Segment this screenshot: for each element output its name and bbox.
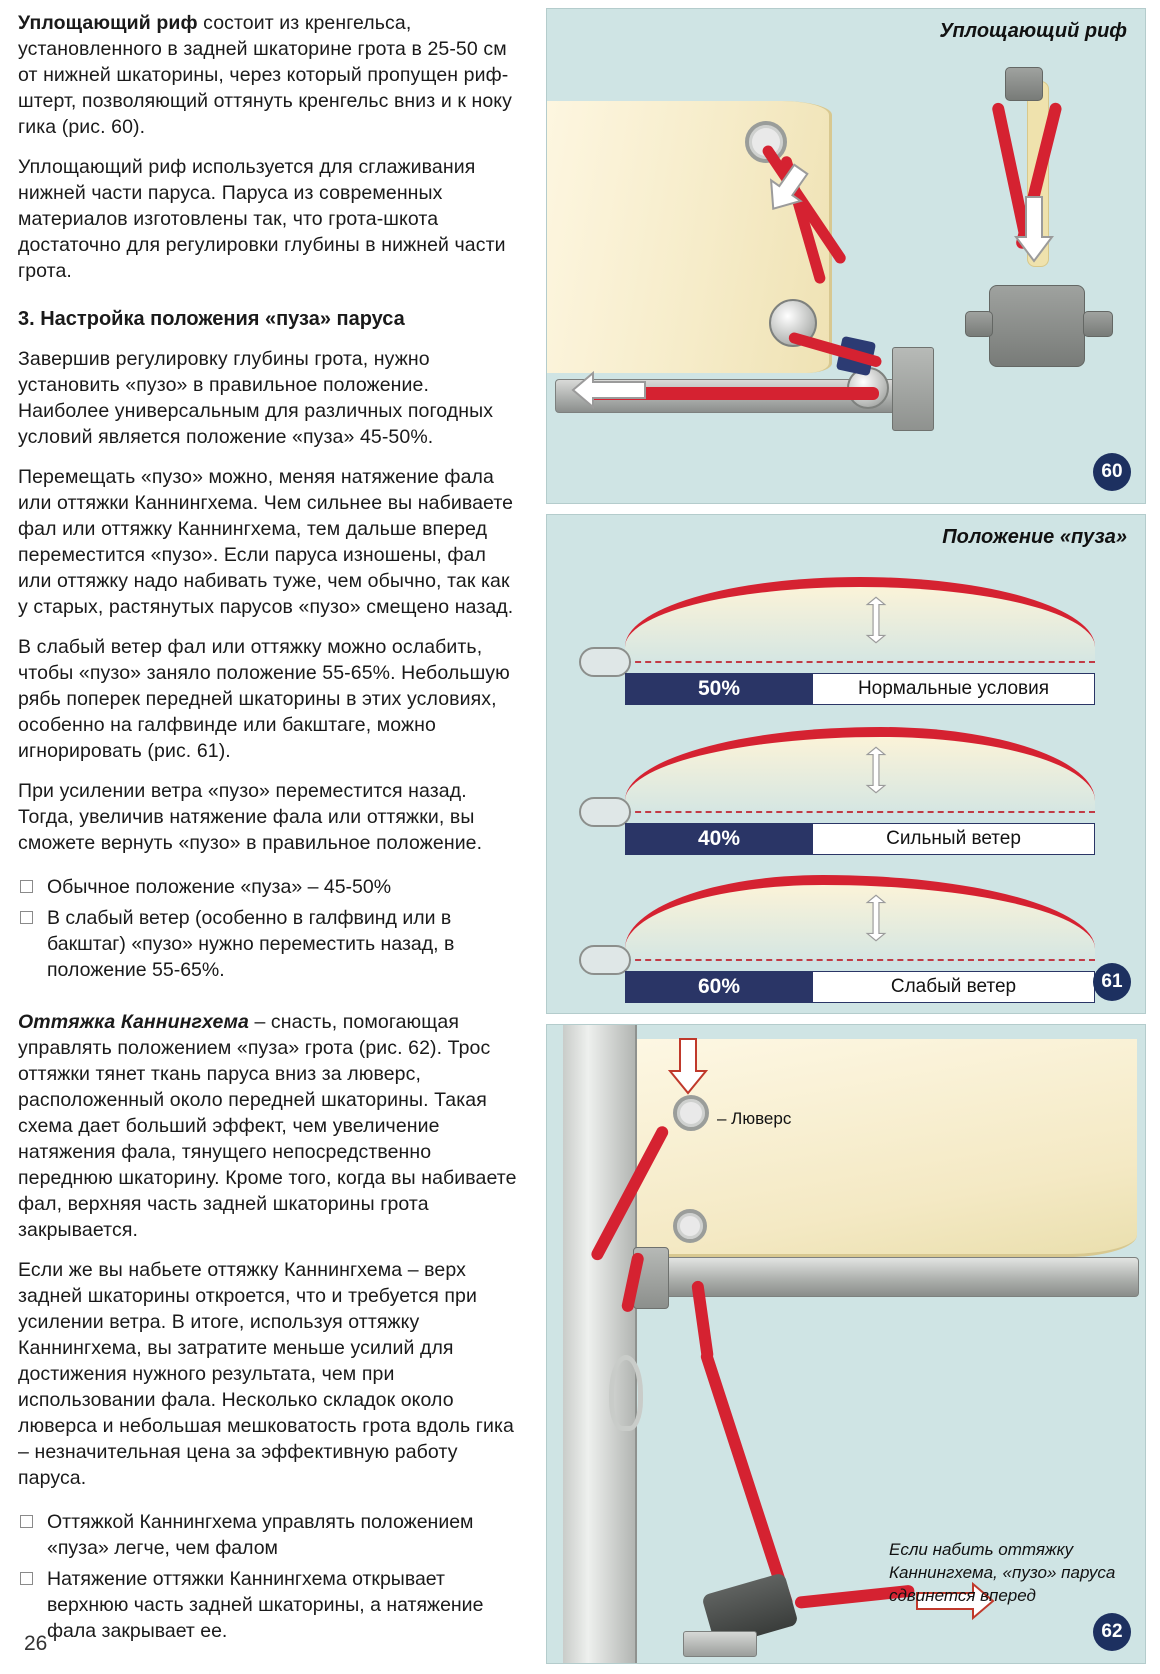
figure-60-title: Уплощающий риф <box>939 20 1127 42</box>
draft-percent-1: 50% <box>625 673 813 705</box>
checkbox-icon <box>20 1572 33 1585</box>
cunningham-grommet-icon <box>673 1095 709 1131</box>
paragraph-5: В слабый ветер фал или оттяжку можно ослабить, чтобы «пузо» заняло положение 55-65%. Небольшую рябь поперек передней шкаторины в этих условиях, особенно на галфвинде или бакштаге, можно игнорировать (рис. 61). <box>18 636 510 762</box>
figure-61-number: 61 <box>1093 963 1131 1001</box>
figure-62-number: 62 <box>1093 1613 1131 1651</box>
list-item <box>18 905 518 983</box>
figure-60 <box>546 8 1146 504</box>
sail-profile-curve <box>625 875 1095 959</box>
top-fitting <box>1005 67 1043 101</box>
draft-position-arrow-icon <box>865 891 887 945</box>
deck-fitting-icon <box>683 1631 757 1657</box>
mast-section-icon <box>579 647 631 677</box>
bullet-list-2 <box>18 1509 518 1644</box>
spacer <box>18 993 518 1009</box>
bullet-3-text: Оттяжкой Каннингхема управлять положением «пуза» легче, чем фалом <box>47 1511 474 1559</box>
boom-end-fitting <box>892 347 934 431</box>
draft-position-arrow-icon <box>865 593 887 647</box>
down-arrow-icon <box>665 1037 711 1097</box>
tack-grommet-icon <box>673 1209 707 1243</box>
paragraph-6: При усилении ветра «пузо» переместится назад. Тогда, увеличив натяжение фала или оттяжки, вы сможете вернуть «пузо» в правильное положение. <box>18 780 483 854</box>
chord-line <box>625 661 1095 663</box>
cunningham-line <box>699 1349 794 1609</box>
draft-label-3: Слабый ветер <box>813 971 1095 1003</box>
section-heading-3: 3. Настройка положения «пуза» паруса <box>18 308 405 330</box>
draft-row-3 <box>547 863 1145 1013</box>
figure-62 <box>546 1024 1146 1664</box>
draft-percent-3: 60% <box>625 971 813 1003</box>
mast-section-icon <box>579 945 631 975</box>
checkbox-icon <box>20 911 33 924</box>
bullet-1-text: Обычное положение «пуза» – 45-50% <box>47 876 392 898</box>
list-item <box>18 1566 518 1644</box>
draft-label-1: Нормальные условия <box>813 673 1095 705</box>
draft-row-1 <box>547 565 1145 715</box>
figure-column <box>540 0 1160 1674</box>
boom-illustration <box>659 1257 1139 1297</box>
checkbox-icon <box>20 1515 33 1528</box>
paragraph-3: Завершив регулировку глубины грота, нужно установить «пузо» в правильное положение. Наиболее универсальным для различных погодных условий является положение «пуза» 45-50%. <box>18 348 494 448</box>
lead-term-cunningham: Оттяжка Каннингхема <box>18 1011 249 1033</box>
sail-profile-curve <box>625 727 1095 811</box>
draft-position-arrow-icon <box>865 743 887 797</box>
paragraph-4: Перемещать «пузо» можно, меняя натяжение фала или оттяжки Каннингхема. Чем сильнее вы набиваете фал или оттяжку Каннингхема, тем дальше вперед переместится «пузо». Если паруса изношены, фал или оттяжку надо набивать туже, чем обычно, так как у старых, растянутых парусов «пузо» смещено назад. <box>18 466 514 618</box>
block-housing <box>989 285 1085 367</box>
paragraph-2: Уплощающий риф используется для сглаживания нижней части паруса. Паруса из современных материалов изготовлены так, что грота-шкота достаточно для регулировки глубины в нижней части грота. <box>18 156 506 282</box>
figure-61 <box>546 514 1146 1014</box>
boom-end-detail <box>965 67 1145 427</box>
draft-percent-2: 40% <box>625 823 813 855</box>
bullet-2-text: В слабый ветер (особенно в галфвинд или в бакштаг) «пузо» нужно переместить назад, в положение 55-65%. <box>47 907 455 981</box>
left-arrow-icon <box>569 369 649 411</box>
mast-section-icon <box>579 797 631 827</box>
paragraph-1 <box>18 10 518 140</box>
bullet-4-text: Натяжение оттяжки Каннингхема открывает верхнюю часть задней шкаторины, а натяжение фала закрывает ее. <box>47 1568 484 1642</box>
figure-61-title: Положение «пуза» <box>942 526 1127 548</box>
draft-bar-1 <box>625 673 1095 705</box>
text-column <box>0 0 540 1674</box>
chord-line <box>625 959 1095 961</box>
checkbox-icon <box>20 880 33 893</box>
draft-label-2: Сильный ветер <box>813 823 1095 855</box>
hook-icon <box>609 1355 643 1431</box>
chord-line <box>625 811 1095 813</box>
lead-term-flattening-reef: Уплощающий риф <box>18 12 198 34</box>
list-item <box>18 874 518 900</box>
down-arrow-icon <box>759 161 815 217</box>
paragraph-7 <box>18 1009 518 1243</box>
draft-bar-3 <box>625 971 1095 1003</box>
paragraph-1-body: состоит из кренгельса, установленного в задней шкаторине грота в 25-50 см от нижней шкаторины, через который пропущен риф-штерт, позволяющий оттянуть кренгельс вниз и к ноку гика (рис. 60). <box>18 12 513 138</box>
draft-row-2 <box>547 715 1145 865</box>
list-item <box>18 1509 518 1561</box>
figure-60-number: 60 <box>1093 453 1131 491</box>
figure-62-note: Если набить оттяжку Каннингхема, «пузо» паруса сдвинется вперед <box>889 1540 1116 1605</box>
sail-illustration <box>637 1039 1137 1257</box>
down-arrow-icon <box>1013 195 1055 265</box>
bullet-list-1 <box>18 874 518 983</box>
page-number: 26 <box>24 1632 48 1655</box>
side-fitting <box>1083 311 1113 337</box>
side-fitting <box>965 311 993 337</box>
callout-grommet-label: – Люверс <box>717 1109 792 1128</box>
paragraph-7-body: – снасть, помогающая управлять положением «пуза» грота (рис. 62). Трос оттяжки тянет ткань паруса вниз за люверс, расположенный около передней шкаторины. Такая схема дает больший эффект, чем увеличение натяжения фала, тянущего непосредственно переднюю шкаторину. Кроме того, когда вы набиваете фал, верхняя часть задней шкаторины грота закрывается. <box>18 1011 517 1241</box>
sail-profile-curve <box>625 577 1095 661</box>
paragraph-8: Если же вы набьете оттяжку Каннингхема – верх задней шкаторины откроется, что и требуется при усилении ветра. В итоге, используя оттяжку Каннингхема, вы затратите меньше усилий для достижения нужного результата, чем при использовании фала. Несколько складок около люверса и небольшая мешковатость грота вдоль гика – незначительная цена за эффективную работу паруса. <box>18 1259 514 1489</box>
draft-bar-2 <box>625 823 1095 855</box>
mast-illustration <box>563 1025 637 1664</box>
